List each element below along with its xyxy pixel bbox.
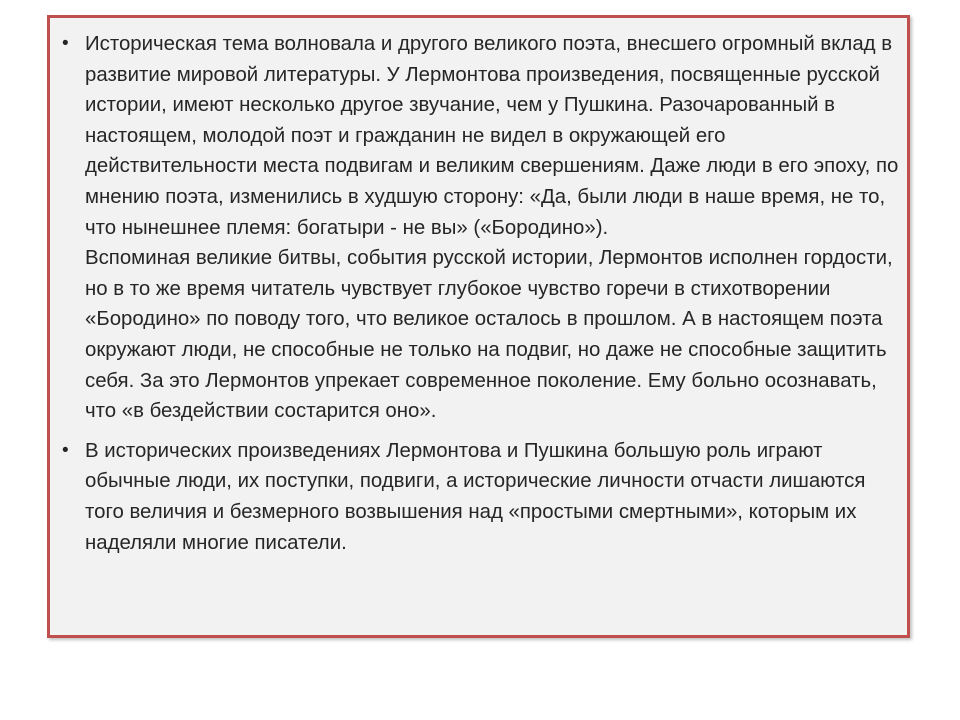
paragraph-intro: Историческая тема волновала и другого великого поэта, внесшего огромный вклад в развитие мировой литературы. У Лермонтова произведения, посвященные русской истории, имеют несколько другое звучание, чем у Пушкина. Разочарованный в настоящем, молодой поэт и гражданин не видел в окружающей его действительности места подвигам и великим свершениям. Даже люди в его эпоху, по мнению поэта, изменились в худшую сторону: «Да, были люди в наше время, не то, что нынешнее племя: богатыри - не вы» («Бородино»). bbox=[85, 33, 899, 239]
bullet-dot-icon: • bbox=[62, 439, 69, 461]
bullet-item-2 bbox=[60, 436, 900, 558]
content-box bbox=[47, 15, 910, 638]
paragraph-borodino: Вспоминая великие битвы, события русской истории, Лермонтов исполнен гордости, но в то же время читатель чувствует глубокое чувство горечи в стихотворении «Бородино» по поводу того, что великое осталось в прошлом. А в настоящем поэта окружают люди, не способные не только на подвиг, но даже не способные защитить себя. За это Лермонтов упрекает современное поколение. Ему больно осознавать, что «в бездействии состарится оно». bbox=[85, 247, 893, 423]
bullet-item-1 bbox=[60, 29, 900, 427]
bullet-dot-icon: • bbox=[62, 33, 69, 54]
bullet-list bbox=[60, 29, 900, 558]
paragraph-conclusion: В исторических произведениях Лермонтова и Пушкина большую роль играют обычные люди, их поступки, подвиги, а исторические личности отчасти лишаются того величия и безмерного возвышения над «простыми смертными», которым их наделяли многие писатели. bbox=[85, 439, 866, 554]
